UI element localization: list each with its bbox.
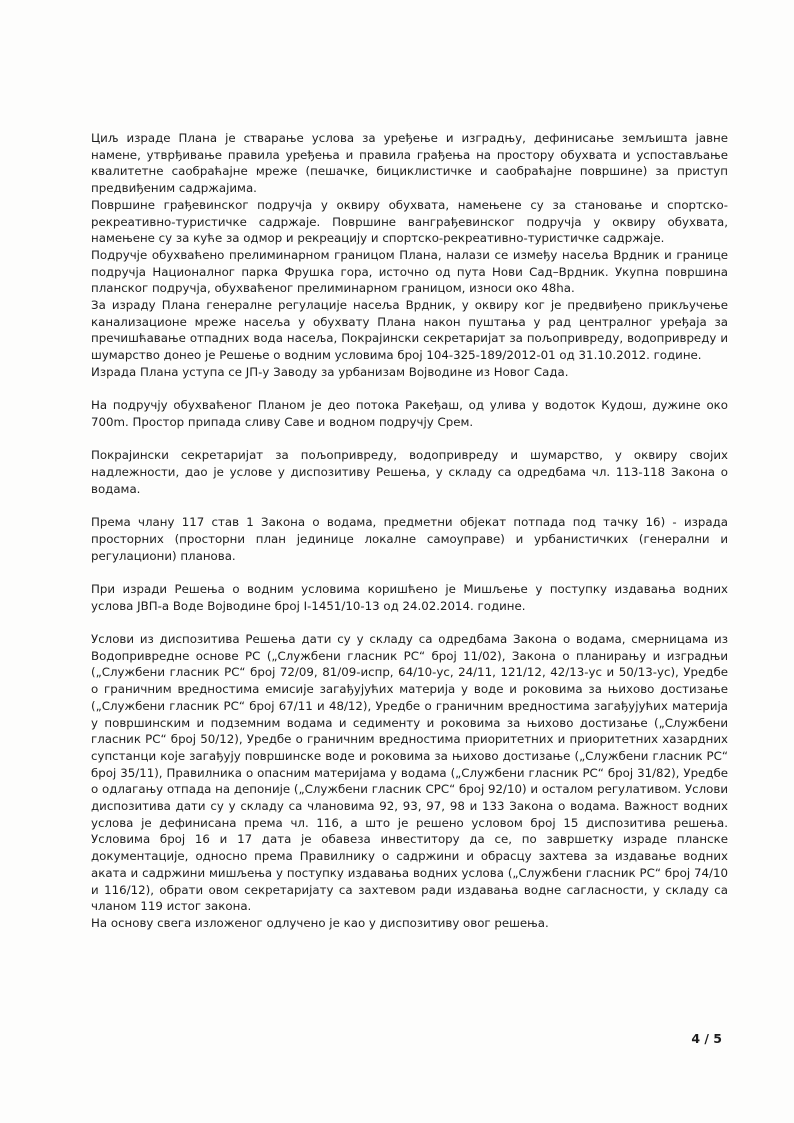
paragraph-spacer [91,431,728,448]
paragraph-plan-boundary: Подручје обухваћено прелиминарном границом Плана, налази се између насеља Врдник и границе подручја Националног парка Фрушка гора, источно од пута Нови Сад–Врдник. Укупна површина планског подручја, обухваћеног прелиминарном границом, износи око 48ha. [91,247,728,296]
paragraph-spacer [91,614,728,631]
paragraph-legal-basis: Услови из диспозитива Решења дати су у складу са одредбама Закона о водама, смерницама из Водопривредне основе РС („Службени гласник РС“ број 11/02), Закона о планирању и изградњи („Службени гласник РС“ број 72/09, 81/09-испр, 64/10-ус, 24/11, 121/12, 42/13-ус и 50/13-ус), Уредбе о граничним вредностима емисије загађујућих материја у воде и роковима за њихово достизање („Службени гласник РС“ број 67/11 и 48/12), Уредбе о граничним вредностима загађујућих материја у површинским и подземним водама и седименту и роковима за њихово достизање („Службени гласник РС“ број 50/12), Уредбе о граничним вредностима приоритетних и приоритетних хазардних супстанци које загађују површинске воде и роковима за њихово достизање („Службени гласник РС“ број 35/11), Правилника о опасним материјама у водама („Службени гласник РС“ број 31/82), Уредбе о одлагању отпада на депоније („Службени гласник СРС“ број 92/10) и осталом регулативом. Услови диспозитива дати су у складу са члановима 92, 93, 97, 98 и 133 Закона о водама. Важност водних услова је дефинисана према чл. 116, а што је решено условом број 15 диспозитива решења. Условима број 16 и 17 дата је обавеза инвеститору да се, по завршетку израде планске документације, односно према Правилнику о садржини и обрасцу захтева за издавање водних аката и садржини мишљења у поступку издавања водних услова („Службени гласник РС“ број 74/10 и 116/12), обрати овом секретаријату са захтевом ради издавања водне сагласности, у складу са чланом 119 истог закона. [91,632,728,914]
paragraph-spacer [91,564,728,581]
paragraph-spacer [91,381,728,398]
document-body [91,130,728,932]
paragraph-water-conditions-decision: За израду Плана генералне регулације насеља Врдник, у оквиру ког је предвиђено прикључење канализационе мреже насеља у обухвату Плана након пуштања у рад централног уређаја за пречишћавање отпадних вода насеља, Покрајински секретаријат за пољопривреду, водопривреду и шумарство донео је Решење о водним условима број 104-325-189/2012-01 од 31.10.2012. године. [91,298,728,363]
paragraph-secretariat-conditions: Покрајински секретаријат за пољопривреду, водопривреду и шумарство, у оквиру својих надлежности, дао је услове у диспозитиву Решења, у складу са одредбама чл. 113-118 Закона о водама. [91,448,728,496]
paragraph-plan-assignment: Израда Плана уступа се ЈП-у Заводу за урбанизам Војводине из Новог Сада. [91,364,569,379]
paragraph-construction-areas: Површине грађевинског подручја у оквиру обухвата, намењене су за становање и спортско-рекреативно-туристичке садржаје. Површине ванграђевинског подручја у оквиру обухвата, намењене су за куће за одмор и рекреацију и спортско-рекреативно-туристичке садржаје. [91,197,728,246]
paragraph-article-117: Према члану 117 став 1 Закона о водама, предметни објекат потпада под тачку 16) - израда просторних (просторни план јединице локалне самоуправе) и урбанистичких (генерални и регулациони) планова. [91,515,728,563]
paragraph-spacer [91,497,728,514]
paragraph-stream-area: На подручју обухваћеног Планом је део потока Ракеђаш, од улива у водоток Кудош, дужине око 700m. Простор припада сливу Саве и водном подручју Срем. [91,398,728,429]
paragraph-conclusion: На основу свега изложеног одлучено је као у диспозитиву овог решења. [91,915,549,930]
paragraph-plan-goal: Циљ израде Плана је стварање услова за уређење и изградњу, дефинисање земљишта јавне намене, утврђивање правила уређења и правила грађења на простору обухвата и успостављање квалитетне саобраћајне мреже (пешачке, бициклистичке и саобраћајне површине) за приступ предвиђеним садржајима. [91,131,728,196]
page-number: 4 / 5 [691,1031,722,1046]
paragraph-opinion: При изради Решења о водним условима коришћено је Мишљење у поступку издавања водних услова ЈВП-а Воде Војводине број I-1451/10-13 од 24.02.2014. године. [91,581,728,613]
